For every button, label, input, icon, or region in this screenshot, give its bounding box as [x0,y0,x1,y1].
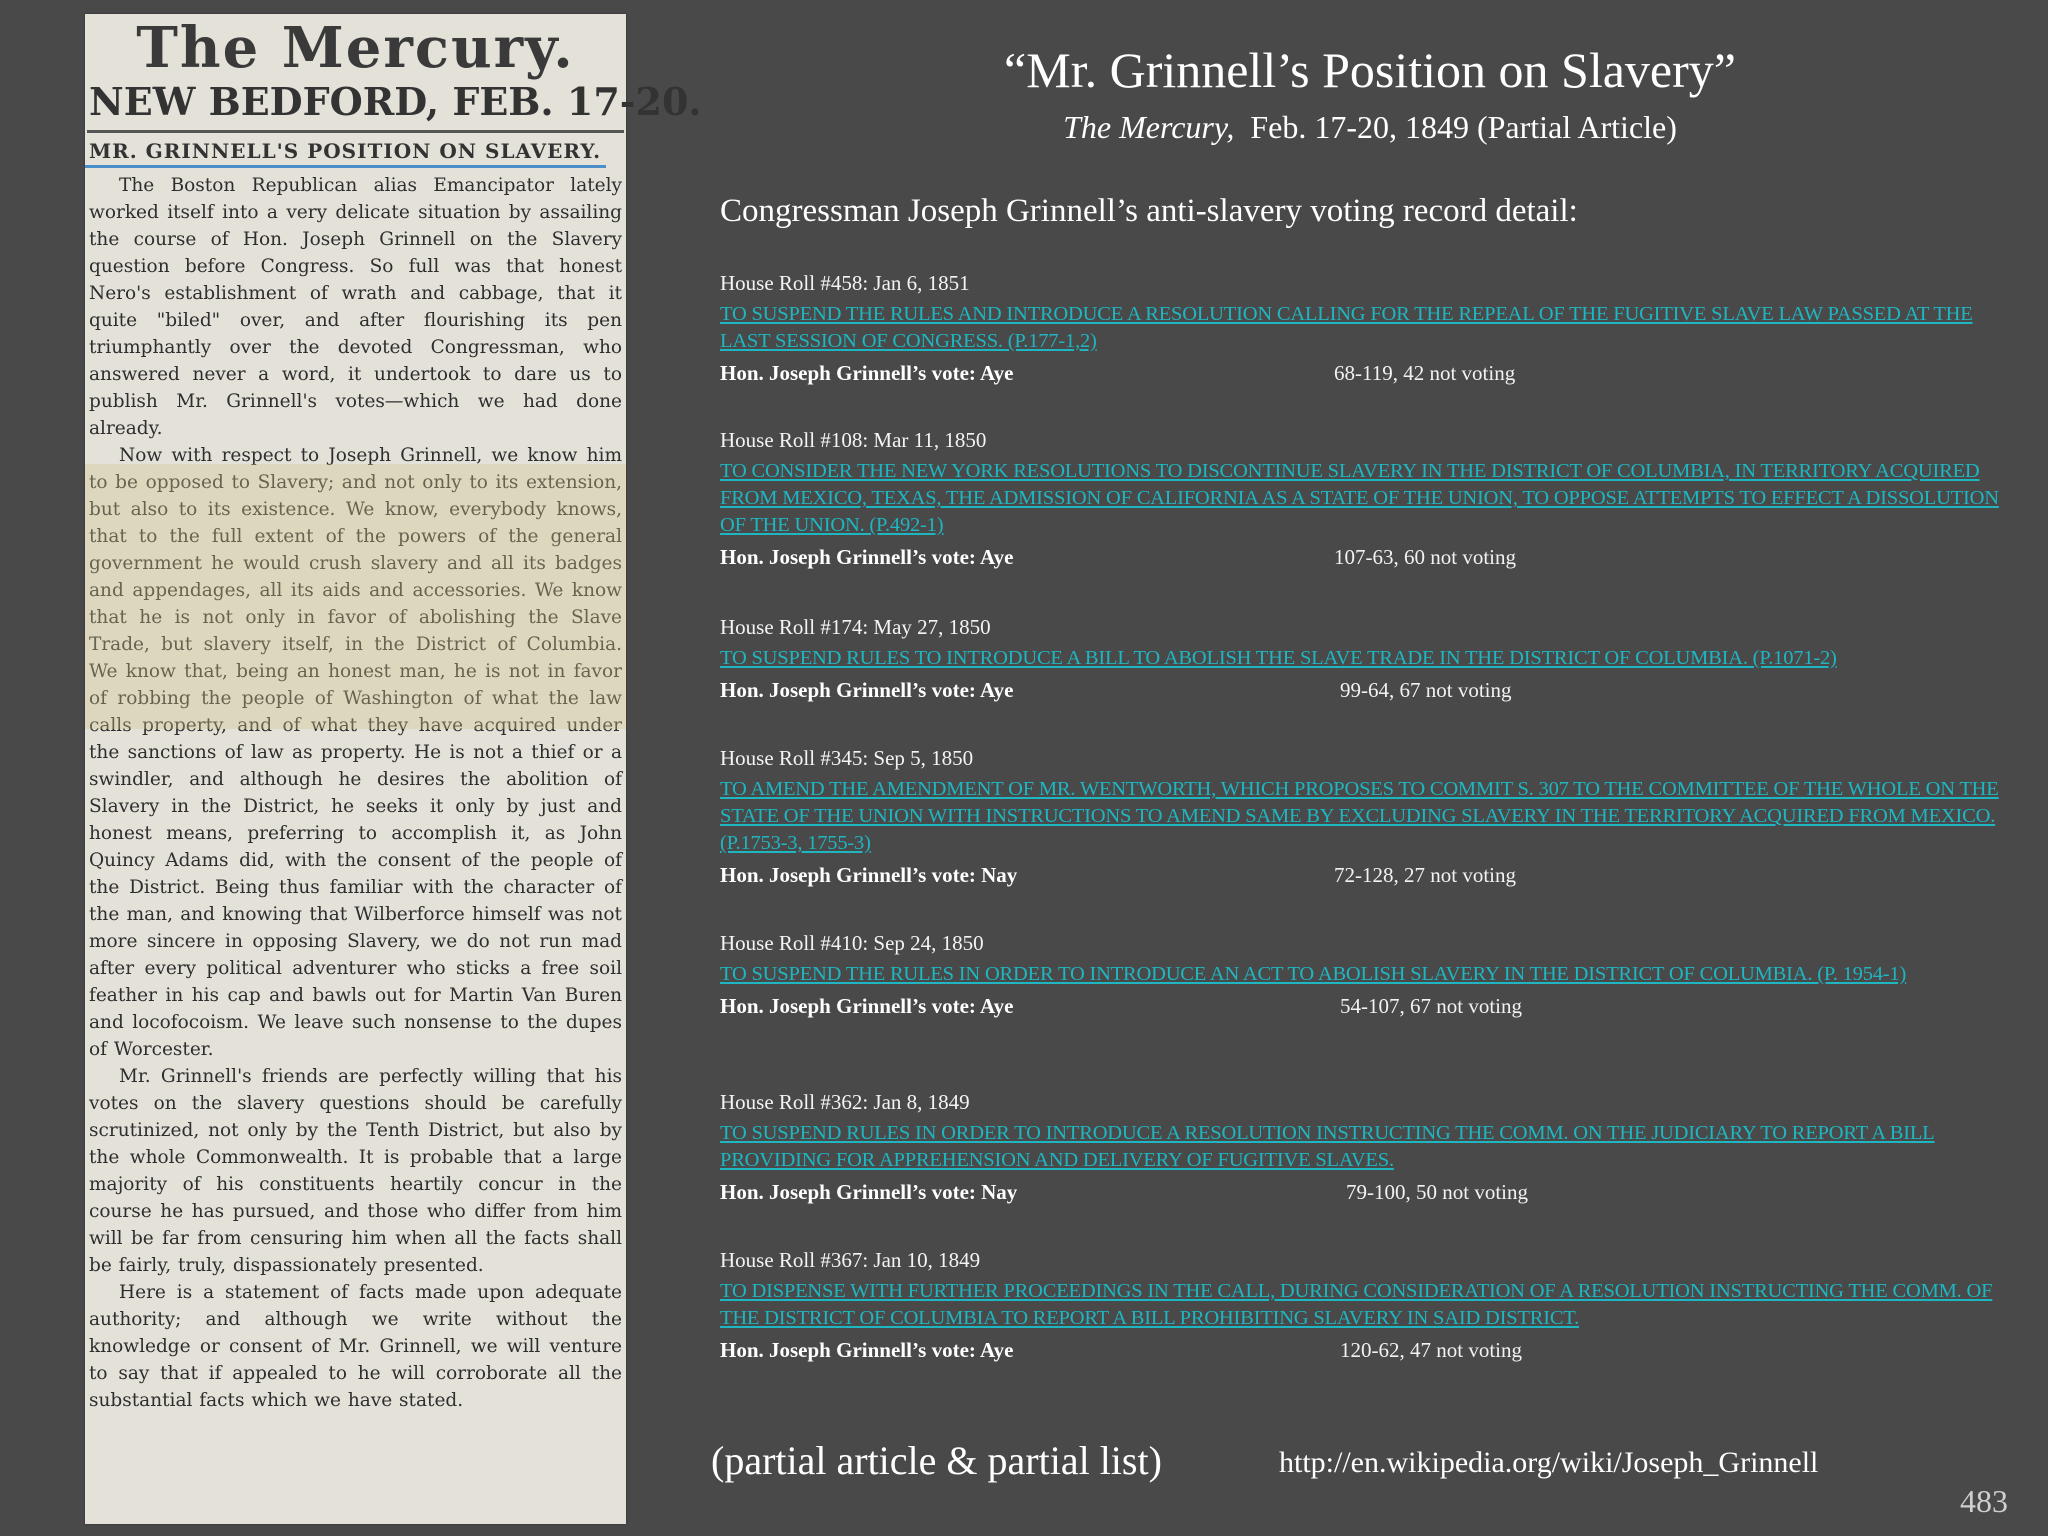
vote-cast: Hon. Joseph Grinnell’s vote: Aye [720,361,1014,385]
motion-link[interactable]: TO SUSPEND RULES IN ORDER TO INTRODUCE A RESOLUTION INSTRUCTING THE COMM. ON THE JUDICIARY TO REPORT A BILL PROVIDING FOR APPREHENSION AND DELIVERY OF FUGITIVE SLAVES. [720,1122,1935,1171]
motion-link[interactable]: TO SUSPEND THE RULES IN ORDER TO INTRODUCE AN ACT TO ABOLISH SLAVERY IN THE DISTRICT OF COLUMBIA. (P. 1954-1) [720,963,1907,985]
vote-tally: 120-62, 47 not voting [1340,1338,1522,1362]
vote-line [720,544,2010,570]
roll-header: House Roll #410: Sep 24, 1850 [720,931,984,955]
roll-header: House Roll #345: Sep 5, 1850 [720,746,974,770]
vote-cast: Hon. Joseph Grinnell’s vote: Nay [720,863,1018,887]
vote-cast: Hon. Joseph Grinnell’s vote: Aye [720,545,1014,569]
motion-link[interactable]: TO CONSIDER THE NEW YORK RESOLUTIONS TO DISCONTINUE SLAVERY IN THE DISTRICT OF COLUMBIA, IN TERRITORY ACQUIRED FROM MEXICO, TEXAS, THE ADMISSION OF CALIFORNIA AS A STATE OF THE UNION, TO OPPOSE ATTEMPTS TO EFFECT A DISSOLUTION OF THE UNION. (P.492-1) [720,460,1999,536]
slide-title: “Mr. Grinnell’s Position on Slavery” [1004,42,1736,98]
vote-tally: 72-128, 27 not voting [1334,863,1516,887]
vote-line [720,360,2010,386]
clipping-paragraph: Mr. Grinnell's friends are perfectly willing that his votes on the slavery questions should be carefully scrutinized, not only by the Tenth District, but also by the whole Commonwealth. It is probable that a large majority of his constituents heartily concur in the course he has pursued, and those who differ from him will be far from censuring him when all the facts shall be fairly, truly, dispassionately presented. [89,1066,622,1276]
vote-cast: Hon. Joseph Grinnell’s vote: Nay [720,1180,1018,1204]
roll-header: House Roll #362: Jan 8, 1849 [720,1090,970,1114]
clipping-rule [87,130,624,133]
vote-record [720,614,2010,703]
vote-line [720,677,2010,703]
roll-header: House Roll #367: Jan 10, 1849 [720,1248,981,1272]
vote-cast: Hon. Joseph Grinnell’s vote: Aye [720,1338,1014,1362]
vote-line [720,1179,2010,1205]
page-number: 483 [1960,1483,2008,1519]
vote-tally: 107-63, 60 not voting [1334,545,1516,569]
clipping-dateline: NEW BEDFORD, FEB. 17-20. [89,79,702,124]
newspaper-clipping [85,14,702,1524]
vote-line [720,1337,2010,1363]
vote-line [720,993,2010,1019]
roll-header: House Roll #108: Mar 11, 1850 [720,428,987,452]
vote-record [720,427,2010,570]
footer-note: (partial article & partial list) [711,1438,1162,1483]
clipping-paragraph: Now with respect to Joseph Grinnell, we know him to be opposed to Slavery; and not only to its extension, but also to its existence. We know, everybody knows, that to the full extent of the powers of the general government he would crush slavery and all its badges and appendages, all its aids and accessories. We know that he is not only in favor of abolishing the Slave Trade, but slavery itself, in the District of Columbia. We know that, being an honest man, he is not in favor of robbing the people of Washington of what the law calls property, and of what they have acquired under the sanctions of law as property. He is not a thief or a swindler, and although he desires the abolition of Slavery in the District, he seeks it only by just and honest means, preferring to accomplish it, as John Quincy Adams did, with the consent of the people of the District. Being thus familiar with the character of the man, and knowing that Wilberforce himself was not more sincere in opposing Slavery, we do not run mad after every political adventurer who sticks a free soil feather in his cap and bawls out for Martin Van Buren and locofocoism. We leave such nonsense to the dupes of Worcester. [89,445,622,1060]
motion-link[interactable]: TO SUSPEND RULES TO INTRODUCE A BILL TO ABOLISH THE SLAVE TRADE IN THE DISTRICT OF COLUMBIA. (P.1071-2) [720,647,1837,669]
vote-cast: Hon. Joseph Grinnell’s vote: Aye [720,678,1014,702]
clipping-paragraph: The Boston Republican alias Emancipator lately worked itself into a very delicate situation by assailing the course of Hon. Joseph Grinnell on the Slavery question before Congress. So full was that honest Nero's establishment of wrath and cabbage, that it quite "biled" over, and after flourishing its pen triumphantly over the devoted Congressman, who answered never a word, it undertook to dare us to publish Mr. Grinnell's votes—which we had done already. [89,175,622,439]
intro-heading: Congressman Joseph Grinnell’s anti-slavery voting record detail: [720,193,1578,229]
vote-record [720,1089,2010,1205]
vote-record [720,745,2010,888]
wikipedia-link[interactable]: http://en.wikipedia.org/wiki/Joseph_Grinnell [1279,1446,1819,1479]
roll-header: House Roll #458: Jan 6, 1851 [720,271,970,295]
source-name: The Mercury, [1063,109,1235,145]
vote-line [720,862,2010,888]
clipping-paragraph: Here is a statement of facts made upon adequate authority; and although we write without the knowledge or consent of Mr. Grinnell, we will venture to say that if appealed to he will corroborate all the substantial facts which we have stated. [89,1282,622,1411]
vote-record [720,930,2010,1019]
vote-record [720,1247,2010,1363]
vote-tally: 79-100, 50 not voting [1346,1180,1528,1204]
source-date: Feb. 17-20, 1849 (Partial Article) [1250,109,1677,145]
slide-subtitle [700,108,2040,146]
vote-record [720,270,2010,386]
motion-link[interactable]: TO DISPENSE WITH FURTHER PROCEEDINGS IN THE CALL, DURING CONSIDERATION OF A RESOLUTION INSTRUCTING THE COMM. OF THE DISTRICT OF COLUMBIA TO REPORT A BILL PROHIBITING SLAVERY IN SAID DISTRICT. [720,1280,1993,1329]
clipping-masthead: The Mercury. [136,15,575,81]
vote-tally: 68-119, 42 not voting [1334,361,1516,385]
vote-tally: 99-64, 67 not voting [1340,678,1512,702]
vote-tally: 54-107, 67 not voting [1340,994,1522,1018]
clipping-headline: MR. GRINNELL'S POSITION ON SLAVERY. [85,135,606,168]
roll-header: House Roll #174: May 27, 1850 [720,615,991,639]
motion-link[interactable]: TO AMEND THE AMENDMENT OF MR. WENTWORTH, WHICH PROPOSES TO COMMIT S. 307 TO THE COMMITTEE OF THE WHOLE ON THE STATE OF THE UNION WITH INSTRUCTIONS TO AMEND SAME BY EXCLUDING SLAVERY IN THE TERRITORY ACQUIRED FROM MEXICO. (P.1753-3, 1755-3) [720,778,1999,854]
clipping-body [85,168,626,1414]
motion-link[interactable]: TO SUSPEND THE RULES AND INTRODUCE A RESOLUTION CALLING FOR THE REPEAL OF THE FUGITIVE SLAVE LAW PASSED AT THE LAST SESSION OF CONGRESS. (P.177-1,2) [720,303,1973,352]
vote-cast: Hon. Joseph Grinnell’s vote: Aye [720,994,1014,1018]
